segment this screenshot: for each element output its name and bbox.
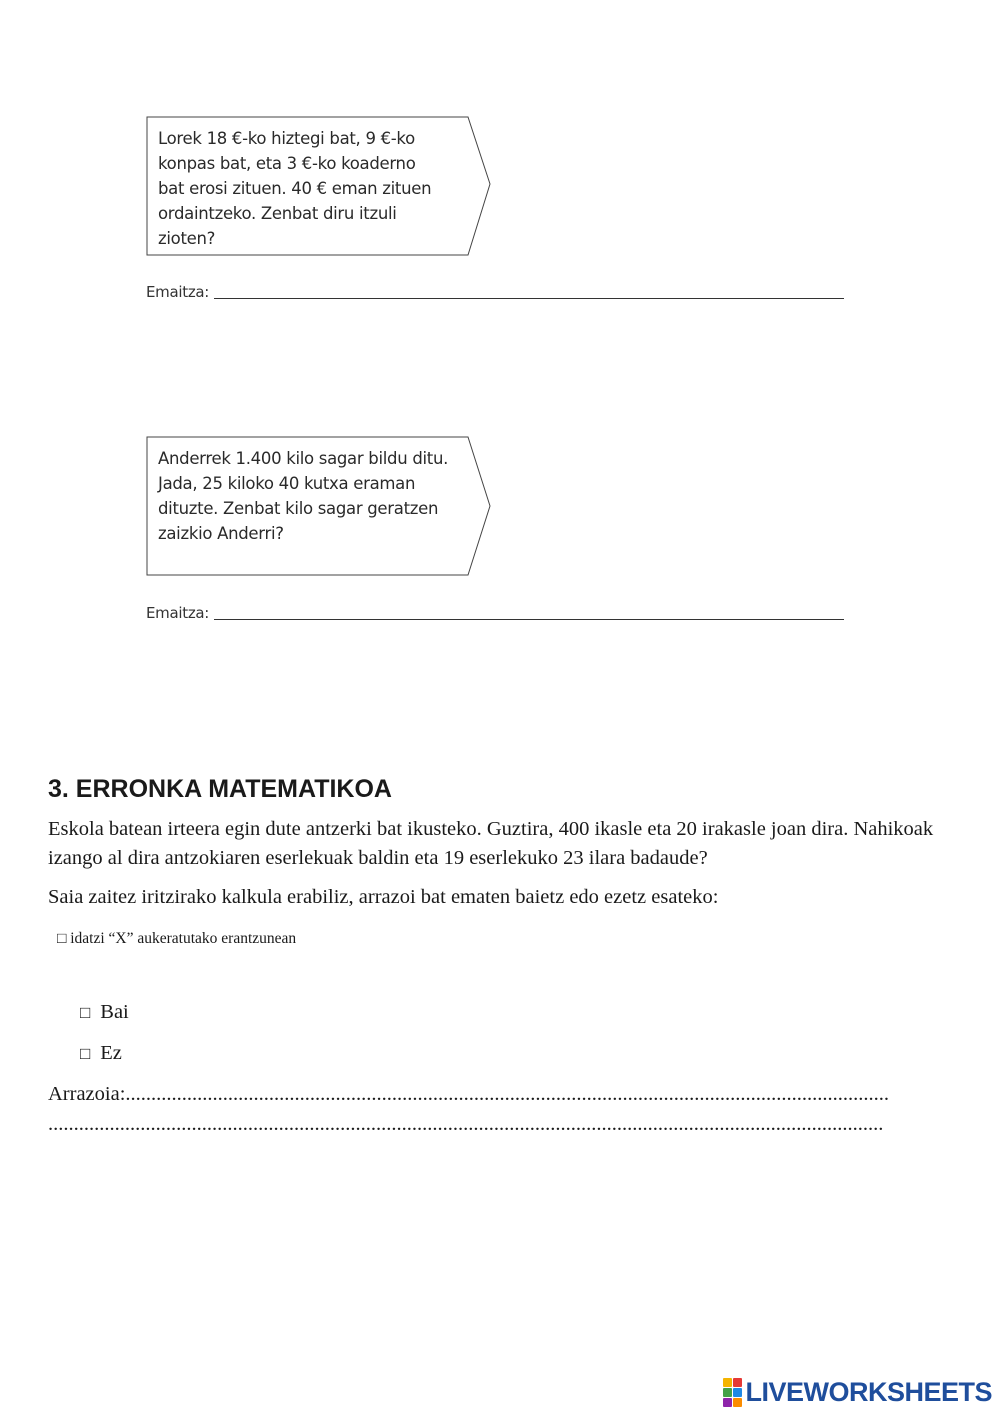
problem-card-1 — [146, 116, 492, 256]
problem-line: zaizkio Anderri? — [158, 524, 284, 543]
answer-input-line-1[interactable] — [214, 298, 844, 299]
problem-line: Anderrek 1.400 kilo sagar bildu ditu. — [158, 449, 449, 468]
checkbox-icon[interactable]: □ — [80, 1002, 91, 1022]
problem-text-2 — [158, 446, 458, 546]
answer-row-1 — [146, 281, 844, 305]
checkbox-hint: □ idatzi “X” aukeratutako erantzunean — [57, 930, 297, 947]
option-label: Bai — [100, 1001, 129, 1023]
liveworksheets-logo — [723, 1377, 992, 1407]
answer-label: Emaitza: — [146, 283, 210, 301]
logo-mark-icon — [723, 1378, 742, 1407]
challenge-instruction: Saia zaitez iritzirako kalkula erabiliz, arrazoi bat ematen baietz edo ezetz esateko: — [48, 886, 719, 908]
problem-line: bat erosi zituen. 40 € eman zituen — [158, 179, 432, 198]
logo-text: LIVEWORKSHEETS — [745, 1376, 992, 1407]
option-ez[interactable] — [80, 1042, 122, 1065]
challenge-paragraph: Eskola batean irteera egin dute antzerki bat ikusteko. Guztira, 400 ikasle eta 20 irakasle joan dira. Nahikoak izango al dira antzokiaren eserlekuak baldin eta 19 eserlekuko 23 ilara badaude? — [48, 818, 934, 869]
problem-line: Jada, 25 kiloko 40 kutxa eraman — [158, 474, 416, 493]
option-bai[interactable] — [80, 1001, 129, 1024]
answer-input-line-2[interactable] — [214, 619, 844, 620]
problem-line: Lorek 18 €-ko hiztegi bat, 9 €-ko — [158, 129, 415, 148]
problem-text-1 — [158, 126, 458, 251]
answer-label: Emaitza: — [146, 604, 210, 622]
problem-line: ordaintzeko. Zenbat diru itzuli zioten? — [158, 204, 397, 248]
section-title: 3. ERRONKA MATEMATIKOA — [48, 775, 392, 803]
problem-line: dituzte. Zenbat kilo sagar geratzen — [158, 499, 439, 518]
problem-line: konpas bat, eta 3 €-ko koaderno — [158, 154, 416, 173]
reason-line-2[interactable]: ................................................................................................................................................................... — [48, 1113, 884, 1135]
option-label: Ez — [100, 1042, 122, 1064]
answer-row-2 — [146, 602, 844, 626]
problem-card-2 — [146, 436, 492, 576]
reason-line-1[interactable]: Arrazoia:..................................................................................................................................................... — [48, 1083, 890, 1105]
checkbox-icon[interactable]: □ — [80, 1043, 91, 1063]
